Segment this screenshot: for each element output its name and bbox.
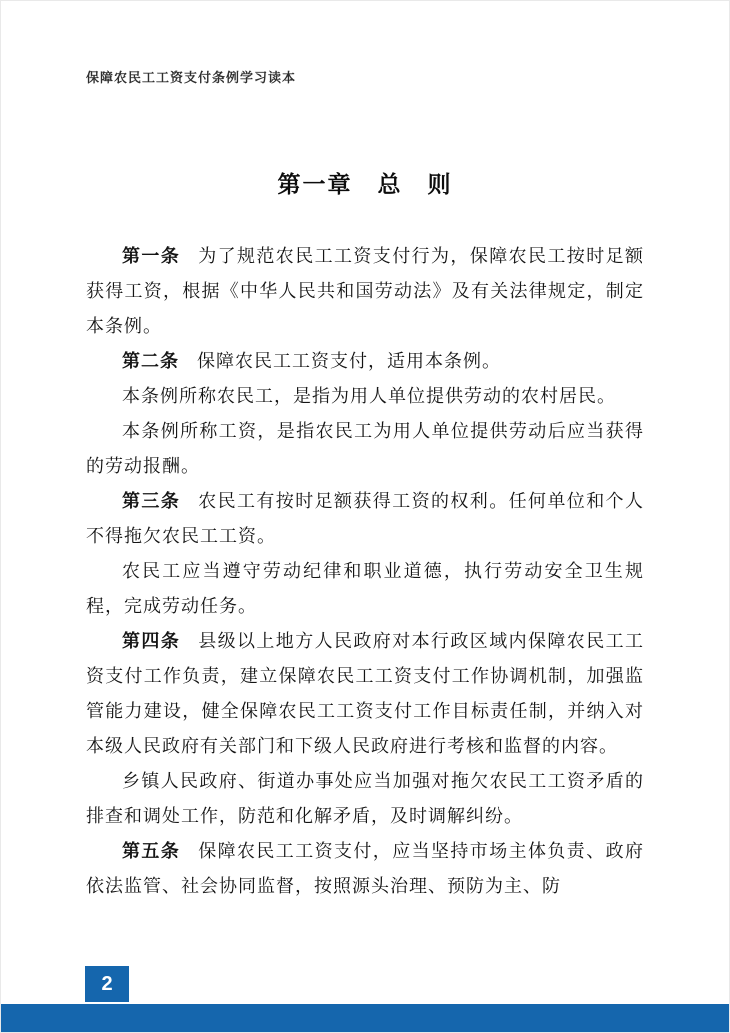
paragraph	[86, 484, 644, 554]
paragraph-text: 为了规范农民工工资支付行为，保障农民工按时足额获得工资，根据《中华人民共和国劳动法》及有关法律规定，制定本条例。	[86, 246, 645, 336]
paragraph	[86, 239, 644, 344]
article-number: 第一条	[122, 246, 181, 266]
paragraph-text: 保障农民工工资支付，应当坚持市场主体负责、政府依法监管、社会协同监督，按照源头治理、预防为主、防	[86, 841, 645, 896]
paragraph	[86, 834, 644, 904]
footer-bar	[1, 1004, 729, 1032]
running-header: 保障农民工工资支付条例学习读本	[86, 70, 297, 85]
paragraph-text: 乡镇人民政府、街道办事处应当加强对拖欠农民工工资矛盾的排查和调处工作，防范和化解矛盾，及时调解纠纷。	[86, 771, 644, 826]
article-number: 第二条	[122, 351, 179, 371]
page-content	[1, 1, 729, 904]
paragraph-text: 农民工应当遵守劳动纪律和职业道德，执行劳动安全卫生规程，完成劳动任务。	[86, 561, 644, 616]
article-number: 第四条	[122, 631, 181, 651]
page-body	[86, 239, 644, 904]
paragraph	[86, 379, 644, 414]
page-number-badge	[85, 966, 129, 1002]
paragraph	[86, 624, 644, 764]
paragraph-text: 本条例所称农民工，是指为用人单位提供劳动的农村居民。	[122, 386, 616, 406]
paragraph	[86, 764, 644, 834]
paragraph	[86, 344, 644, 379]
paragraph-text: 本条例所称工资，是指农民工为用人单位提供劳动后应当获得的劳动报酬。	[86, 421, 644, 476]
article-number: 第五条	[122, 841, 181, 861]
paragraph	[86, 554, 644, 624]
paragraph-text: 农民工有按时足额获得工资的权利。任何单位和个人不得拖欠农民工工资。	[86, 491, 645, 546]
page-number: 2	[101, 972, 113, 995]
paragraph-text: 县级以上地方人民政府对本行政区域内保障农民工工资支付工作负责，建立保障农民工工资支付工作协调机制，加强监管能力建设，健全保障农民工工资支付工作目标责任制，并纳入对本级人民政府有关部门和下级人民政府进行考核和监督的内容。	[86, 631, 645, 756]
paragraph-text: 保障农民工工资支付，适用本条例。	[197, 351, 501, 371]
chapter-title: 第一章 总 则	[277, 171, 453, 197]
paragraph	[86, 414, 644, 484]
article-number: 第三条	[122, 491, 181, 511]
